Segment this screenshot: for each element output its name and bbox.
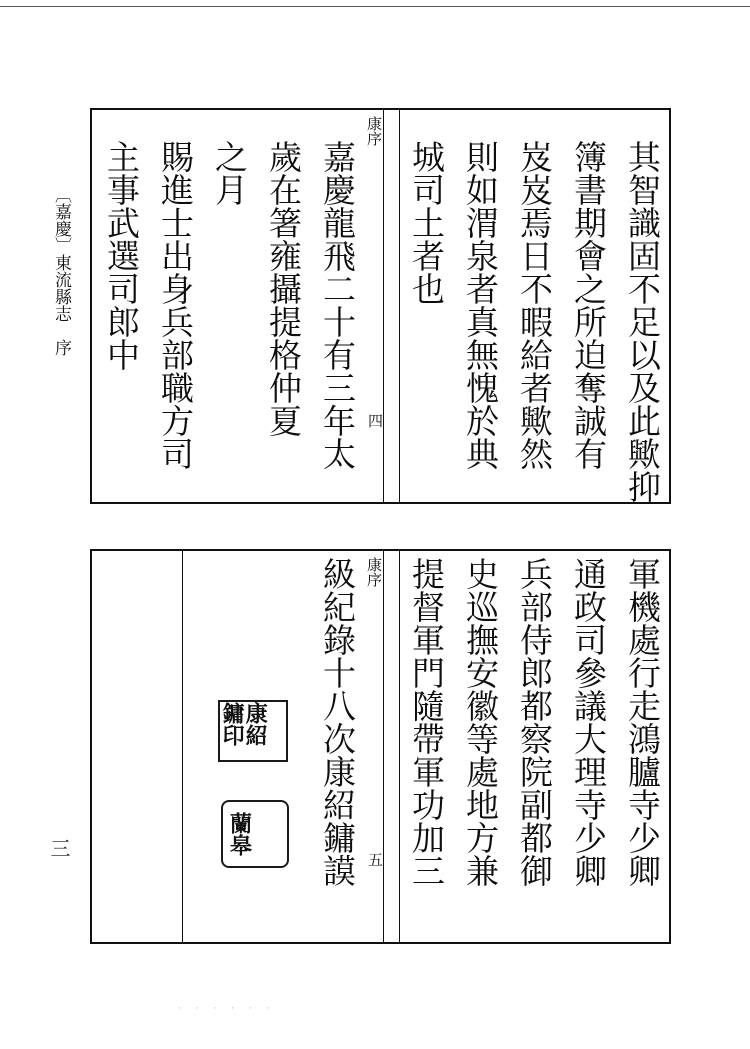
text-column: 軍機處行走鴻臚寺少卿 (623, 557, 662, 887)
text-column: 賜進士出身兵部職方司 (156, 140, 195, 470)
center-fold-line-right (399, 551, 400, 942)
top-page-frame (90, 108, 671, 504)
center-label: 康序 (365, 557, 383, 587)
center-label: 康序 (365, 116, 383, 146)
center-number: 五 (368, 851, 384, 869)
center-fold-line-right (399, 110, 400, 502)
seal-stamp-lower: 蘭皋 (221, 800, 289, 868)
text-column: 則如渭泉者真無愧於典 (461, 140, 500, 470)
text-column: 主事武選司郎中 (102, 140, 141, 371)
center-fold-line-left (383, 551, 384, 942)
text-column: 其智識固不足以及此歟抑 (623, 140, 662, 503)
text-column: 通政司參議大理寺少卿 (569, 557, 608, 887)
page-number: 三 (47, 838, 71, 858)
center-fold-line-left (383, 110, 384, 502)
scan-noise: · · · · · · (178, 1004, 276, 1014)
book-title-caption: 〔嘉慶〕東流縣志 序 (51, 186, 71, 356)
center-number: 四 (368, 412, 384, 430)
text-column: 提督軍門隨帶軍功加三 (407, 557, 446, 887)
bottom-page-frame (90, 549, 671, 944)
seal-stamp-upper: 康紹鏞印 (218, 700, 288, 762)
text-column: 簿書期會之所迫奪誠有 (569, 140, 608, 470)
column-rule (182, 551, 183, 942)
text-column: 嘉慶龍飛二十有三年太 (318, 140, 357, 470)
text-column: 兵部侍郎都察院副都御 (515, 557, 554, 887)
text-column: 之月 (210, 140, 249, 206)
scan-top-edge (0, 6, 750, 7)
text-column: 級紀錄十八次康紹鏞謨 (318, 557, 357, 887)
text-column: 岌岌焉日不暇給者歟然 (515, 140, 554, 470)
text-column: 歲在箸雍攝提格仲夏 (264, 140, 303, 437)
text-column: 史巡撫安徽等處地方兼 (461, 557, 500, 887)
text-column: 城司土者也 (407, 140, 446, 305)
